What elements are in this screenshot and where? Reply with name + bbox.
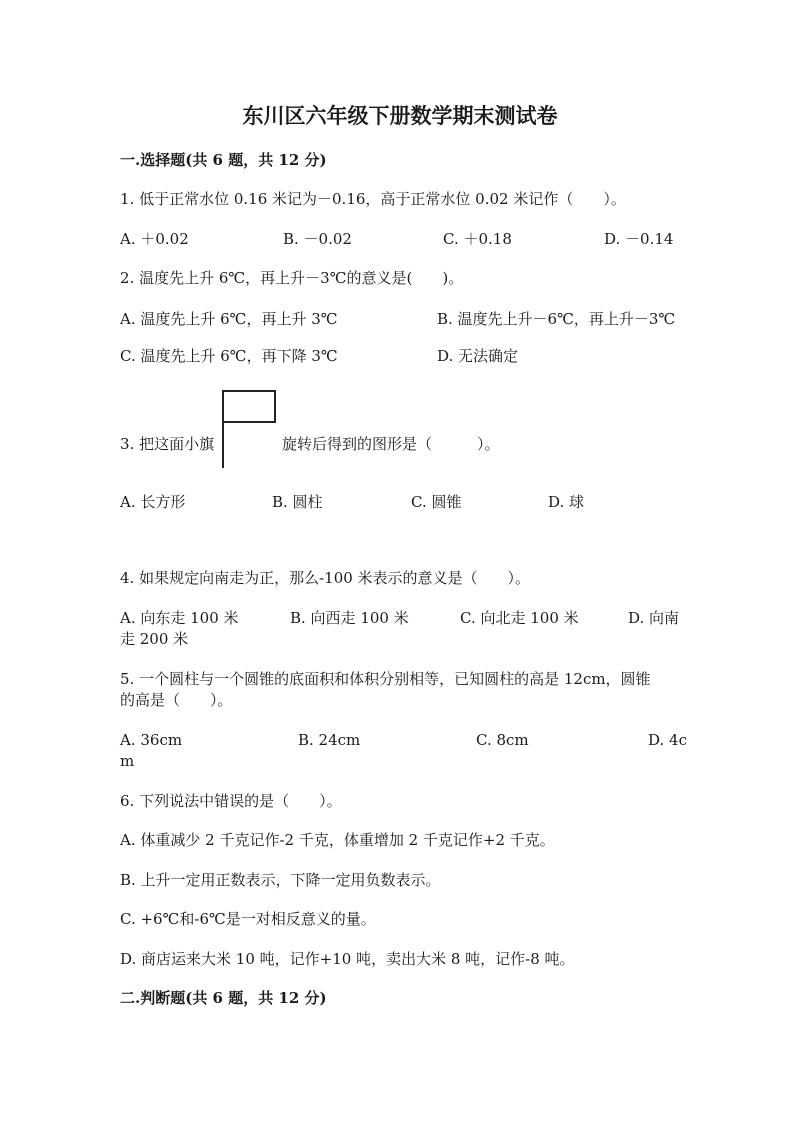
question-5-option-a: A. 36cm [120,731,183,749]
question-1-option-d: D. －0.14 [604,230,674,248]
page-title: 东川区六年级下册数学期末测试卷 [242,103,558,128]
question-1-stem: 1. 低于正常水位 0.16 米记为－0.16，高于正常水位 0.02 米记作（ ）。 [120,190,626,208]
question-3-stem-end: 旋转后得到的图形是（ ）。 [282,435,500,453]
question-2-option-b: B. 温度先上升－6℃，再上升－3℃ [437,310,676,328]
question-2-option-a: A. 温度先上升 6℃，再上升 3℃ [120,310,338,328]
question-3-option-a: A. 长方形 [120,493,186,511]
question-1-option-a: A. ＋0.02 [120,230,189,248]
question-4-option-c: C. 向北走 100 米 [460,609,579,627]
question-5-stem-line-2: 的高是（ ）。 [120,691,233,709]
question-2-option-d: D. 无法确定 [437,347,519,365]
question-3-option-c: C. 圆锥 [411,493,462,511]
question-3-option-d: D. 球 [548,493,585,511]
question-2-option-c: C. 温度先上升 6℃，再下降 3℃ [120,347,338,365]
question-6-option-a: A. 体重减少 2 千克记作-2 千克，体重增加 2 千克记作+2 千克。 [120,831,555,849]
question-6-option-d: D. 商店运来大米 10 吨，记作+10 吨，卖出大米 8 吨，记作-8 吨。 [120,950,575,968]
question-4-option-d: D. 向南 [628,609,680,627]
question-4-option-d-continued: 走 200 米 [120,630,189,648]
question-5-stem-line-1: 5. 一个圆柱与一个圆锥的底面积和体积分别相等，已知圆柱的高是 12cm，圆锥 [120,670,651,688]
question-5-option-c: C. 8cm [476,731,529,749]
question-3-option-b: B. 圆柱 [272,493,323,511]
question-6-stem: 6. 下列说法中错误的是（ ）。 [120,792,342,810]
question-5-option-d: D. 4c [648,731,687,749]
question-5-option-b: B. 24cm [298,731,361,749]
question-4-option-b: B. 向西走 100 米 [290,609,409,627]
question-2-stem: 2. 温度先上升 6℃，再上升－3℃的意义是( )。 [120,269,464,287]
flag-rectangle [223,390,276,423]
question-1-option-b: B. －0.02 [283,230,352,248]
section-heading-choice: 一.选择题(共 6 题，共 12 分) [120,151,327,169]
question-1-option-c: C. ＋0.18 [443,230,512,248]
question-4-option-a: A. 向东走 100 米 [120,609,239,627]
section-heading-true-false: 二.判断题(共 6 题，共 12 分) [120,989,327,1007]
question-4-stem: 4. 如果规定向南走为正，那么-100 米表示的意义是（ ）。 [120,569,531,587]
question-6-option-b: B. 上升一定用正数表示，下降一定用负数表示。 [120,871,441,889]
question-5-option-d-continued: m [120,752,135,770]
question-3-stem-start: 3. 把这面小旗 [120,435,215,453]
flag-pole [222,390,224,468]
question-6-option-c: C. +6℃和-6℃是一对相反意义的量。 [120,910,376,928]
